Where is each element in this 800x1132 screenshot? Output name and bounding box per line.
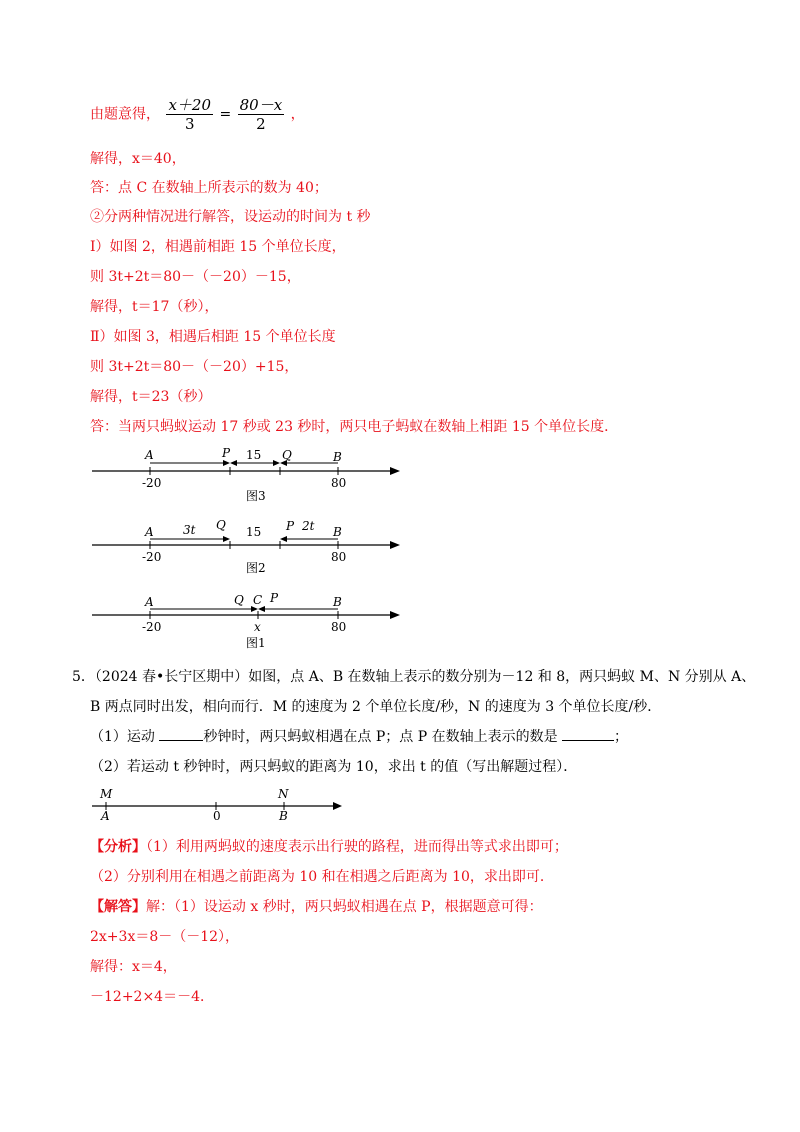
- label-x: x: [254, 620, 261, 634]
- arrow-head: [390, 467, 400, 475]
- question-5-line-2: B 两点同时出发，相向而行．M 的速度为 2 个单位长度/秒，N 的速度为 3 个单位长度/秒．: [90, 699, 662, 715]
- caption-fig2: 图2: [246, 561, 266, 574]
- arrow-3t: [223, 536, 230, 542]
- label-15: 15: [246, 525, 262, 539]
- label-B: B: [333, 525, 342, 539]
- label-3t: 3t: [183, 523, 196, 537]
- blank-position[interactable]: [562, 740, 614, 741]
- label-M: M: [100, 787, 113, 801]
- label-2t: 2t: [302, 519, 315, 533]
- case1-solve: 解得，t＝17（秒），: [90, 299, 219, 315]
- trailing-comma: ，: [290, 106, 305, 123]
- label-A: A: [145, 448, 154, 462]
- answer-line-1: [90, 898, 543, 916]
- intro-label: 由题意得，: [90, 106, 160, 123]
- label-minus20: -20: [142, 550, 162, 564]
- label-80: 80: [331, 620, 347, 634]
- label-P: P: [286, 519, 295, 533]
- label-P: P: [270, 591, 279, 605]
- label-80: 80: [331, 476, 347, 490]
- case2-equation: 则 3t+2t＝80－（－20）+15，: [90, 359, 299, 375]
- arrow-head: [390, 611, 400, 619]
- case2-solve: 解得，t＝23（秒）: [90, 389, 212, 405]
- answer-text-1: 解：（1）设运动 x 秒时，两只蚂蚁相遇在点 P，根据题意可得：: [146, 899, 543, 915]
- label-Q: Q: [282, 448, 292, 462]
- sub1-prefix: （1）运动: [90, 729, 155, 745]
- answer-line-4: －12+2×4＝－4．: [90, 989, 214, 1005]
- arrow-A-P: [223, 460, 230, 466]
- label-Q: Q: [234, 593, 244, 607]
- answer-line-2: 答：当两只蚂蚁运动 17 秒或 23 秒时，两只电子蚂蚁在数轴上相距 15 个单位长度．: [90, 419, 619, 435]
- question-text-line1: （2024 春•长宁区期中）如图，点 A、B 在数轴上表示的数分别为－12 和 8，两只蚂蚁 M、N 分别从 A、: [94, 669, 756, 685]
- label-B: B: [333, 595, 342, 609]
- answer-line-3: 解得：x＝4，: [90, 959, 177, 975]
- label-80: 80: [331, 550, 347, 564]
- label-C: C: [253, 593, 263, 607]
- question-5-line-1: [72, 668, 755, 686]
- fraction-left-numerator: x＋20: [168, 96, 211, 114]
- fraction-right: [238, 96, 285, 133]
- label-A: A: [145, 595, 154, 609]
- arrow-head: [390, 541, 400, 549]
- arrow-2t: [280, 536, 287, 542]
- label-Q: Q: [216, 518, 226, 532]
- solve-line-1: 解得，x＝40，: [90, 151, 186, 167]
- question-5-sub1: [90, 728, 628, 746]
- case1-equation: 则 3t+2t＝80－（－20）－15，: [90, 269, 301, 285]
- caption-fig3: 图3: [246, 489, 266, 503]
- fraction-left: [166, 96, 213, 133]
- question-5-sub2: （2）若运动 t 秒钟时，两只蚂蚁的距离为 10，求出 t 的值（写出解题过程）．: [90, 759, 578, 775]
- fraction-right-denominator: 2: [256, 115, 266, 133]
- analysis-label: 【分析】: [90, 839, 146, 855]
- case2-desc: Ⅱ）如图 3，相遇后相距 15 个单位长度: [90, 329, 336, 345]
- fraction-right-numerator: 80－x: [239, 96, 283, 114]
- analysis-line-1: [90, 838, 568, 856]
- answer-line-2: 2x+3x＝8－（－12），: [90, 929, 240, 945]
- figure-1: [88, 590, 408, 652]
- caption-fig1: 图1: [246, 636, 266, 650]
- analysis-line-2: （2）分别利用在相遇之前距离为 10 和在相遇之后距离为 10，求出即可．: [90, 869, 554, 885]
- figure-3: [88, 442, 408, 504]
- case1-desc: Ⅰ）如图 2，相遇前相距 15 个单位长度，: [90, 239, 346, 255]
- label-B: B: [279, 809, 288, 822]
- label-N: N: [278, 787, 289, 801]
- label-P: P: [222, 446, 231, 460]
- blank-time[interactable]: [159, 740, 203, 741]
- label-minus20: -20: [142, 476, 162, 490]
- sub1-middle: 秒钟时，两只蚂蚁相遇在点 P；点 P 在数轴上表示的数是: [203, 729, 558, 745]
- label-15: 15: [246, 448, 262, 462]
- label-B: B: [333, 450, 342, 464]
- figure-2: [88, 516, 408, 574]
- equals-sign: =: [219, 106, 232, 123]
- answer-label: 【解答】: [90, 899, 146, 915]
- answer-line-1: 答：点 C 在数轴上所表示的数为 40；: [90, 180, 328, 196]
- part2-intro: ②分两种情况进行解答，设运动的时间为 t 秒: [90, 209, 371, 225]
- arrow-head: [333, 802, 342, 810]
- equation-line: [90, 96, 305, 133]
- label-minus20: -20: [142, 620, 162, 634]
- arrow-right-15: [273, 460, 280, 466]
- label-A: A: [101, 809, 110, 822]
- analysis-text-1: （1）利用两蚂蚁的速度表示出行驶的路程，进而得出等式求出即可；: [146, 839, 568, 855]
- question-number: 5．: [72, 669, 95, 685]
- question-5-figure: [90, 786, 350, 822]
- fraction-left-denominator: 3: [184, 115, 195, 133]
- sub1-suffix: ；: [614, 729, 629, 745]
- label-0: 0: [213, 809, 221, 822]
- arrow-left-15: [230, 460, 237, 466]
- label-A: A: [145, 525, 154, 539]
